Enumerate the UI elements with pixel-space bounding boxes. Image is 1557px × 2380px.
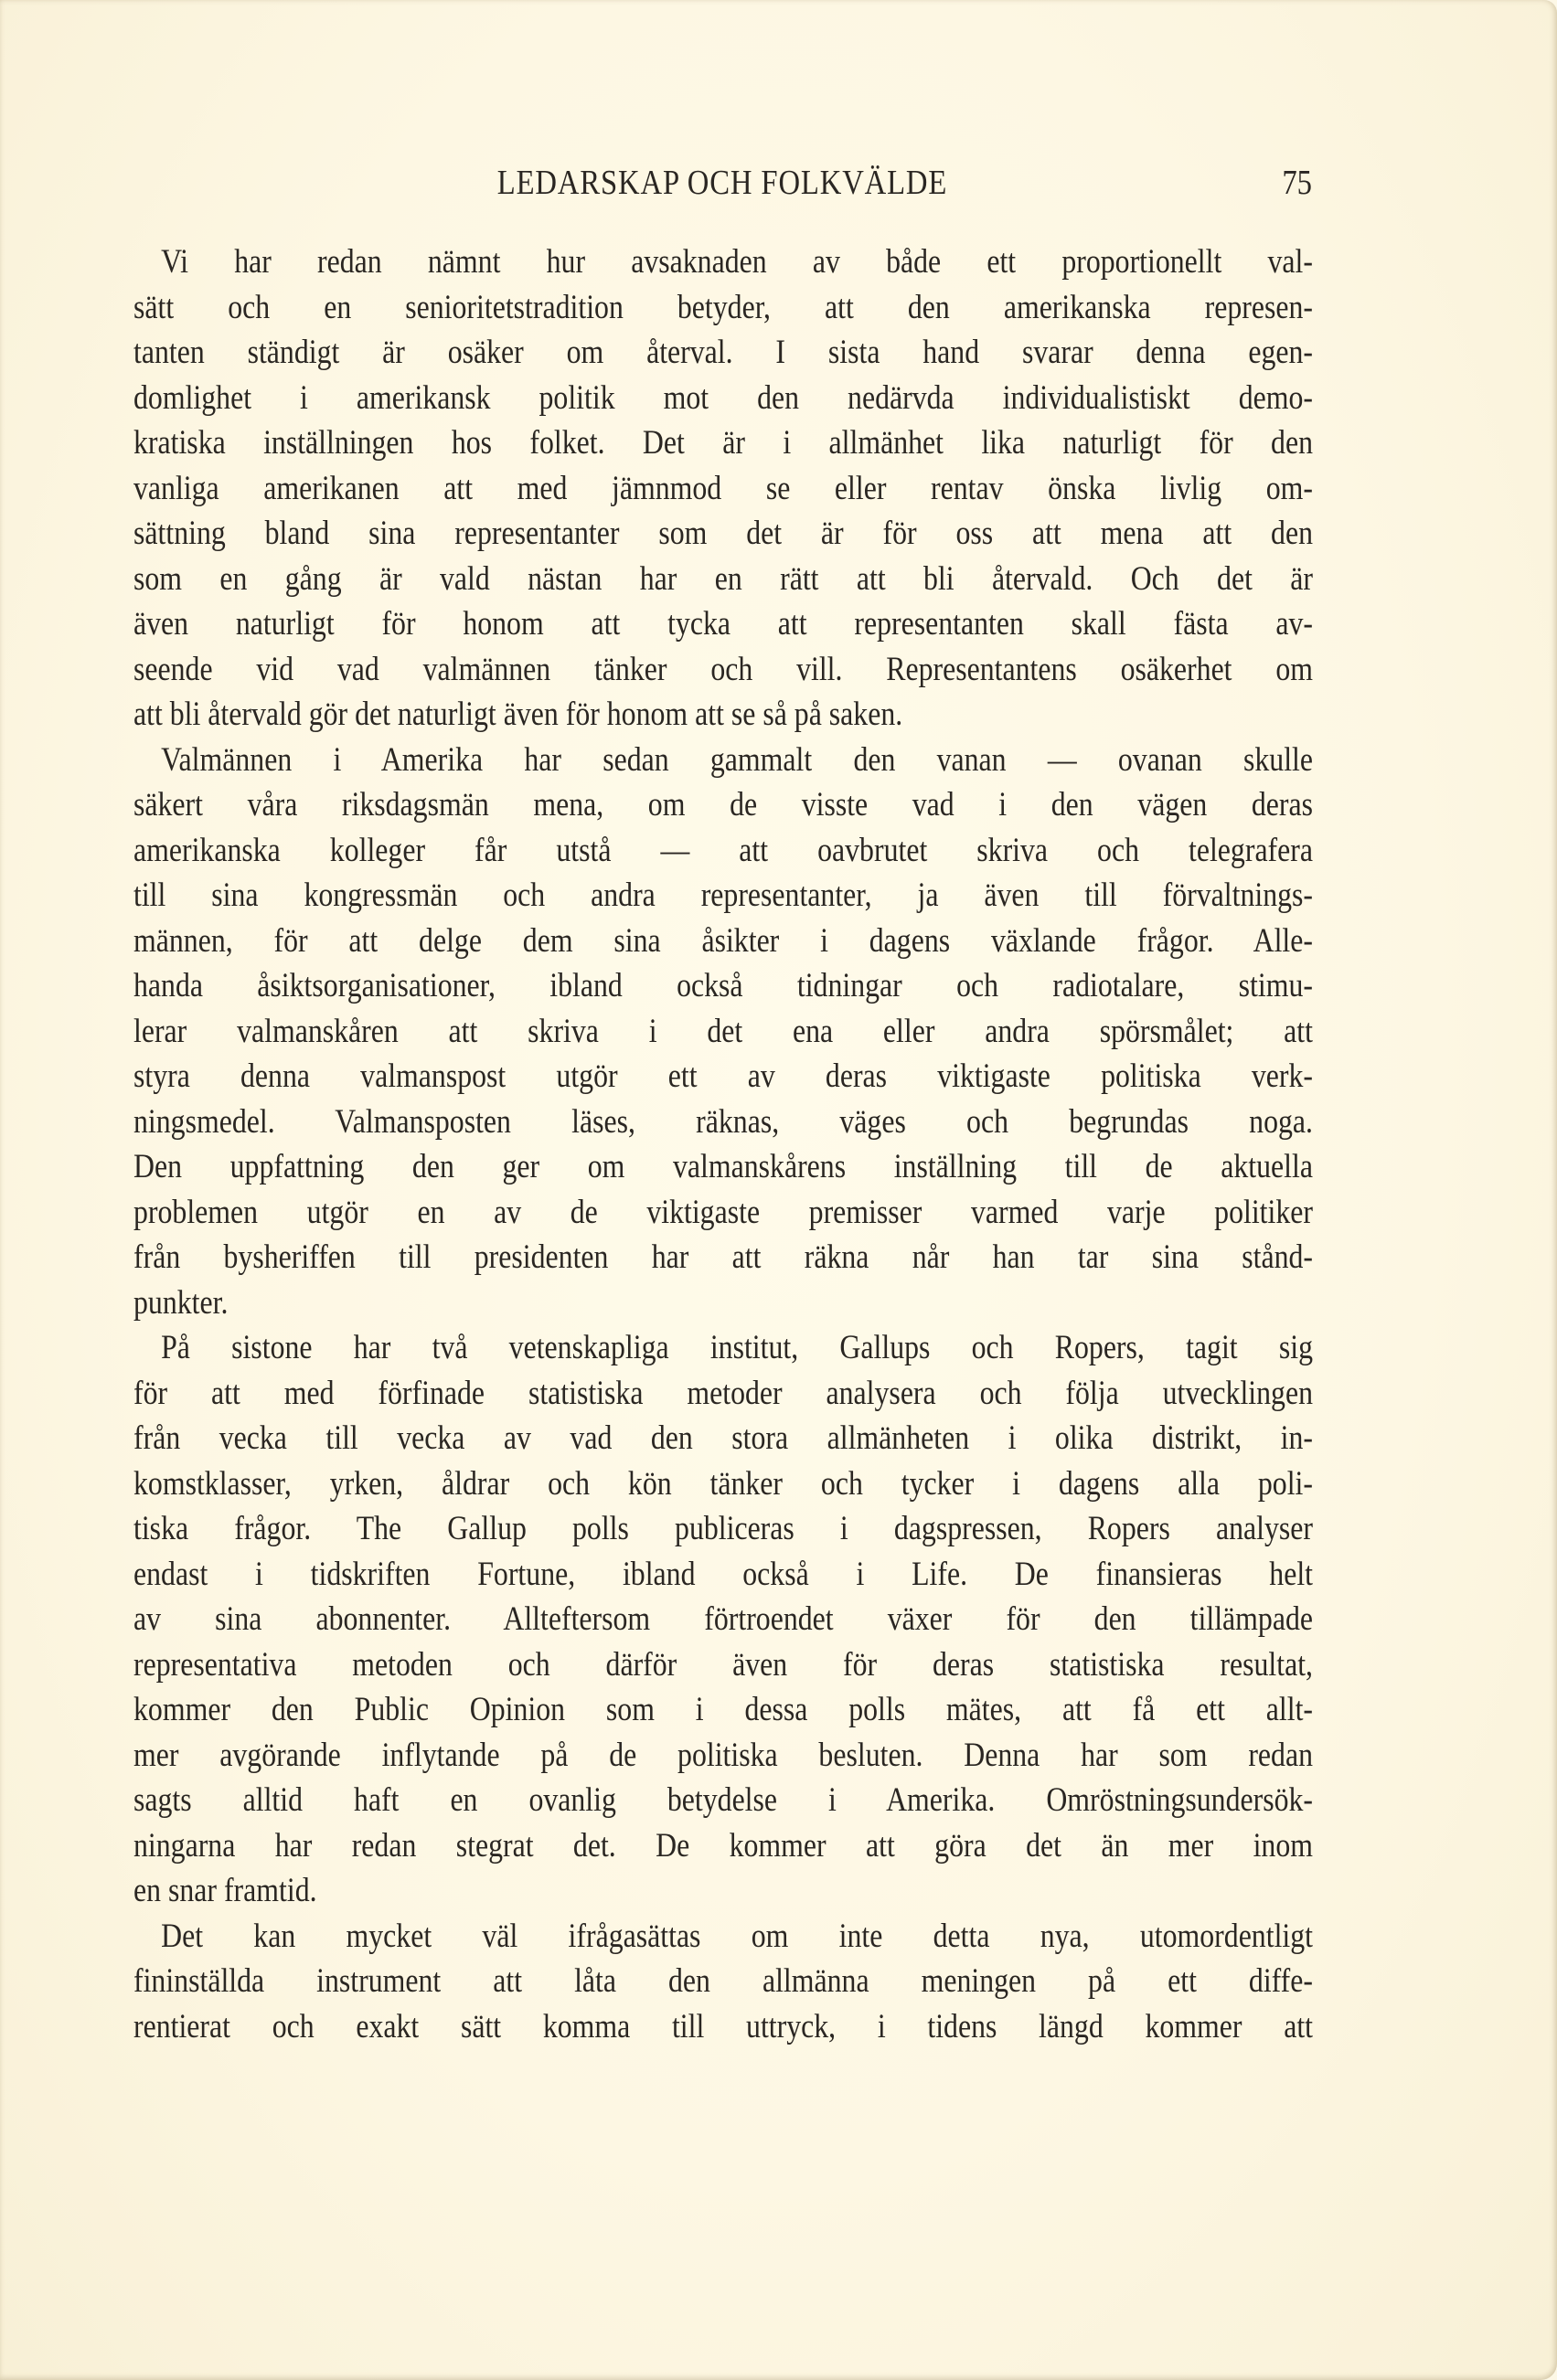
text-line: från bysheriffen till presidenten har att räkna når han tar sina stånd- [133,1238,1313,1276]
text-line: problemen utgör en av de viktigaste premisser varmed varje politiker [133,1193,1313,1231]
text-line: fininställda instrument att låta den allmänna meningen på ett diffe- [133,1962,1313,2000]
text-line: amerikanska kolleger får utstå — att oavbrutet skriva och telegrafera [133,831,1313,869]
page-number: 75 [1282,164,1312,202]
running-title: LEDARSKAP OCH FOLKVÄLDE [496,164,948,202]
text-line: På sistone har två vetenskapliga institut, Gallups och Ropers, tagit sig [161,1329,1314,1366]
text-line: endast i tidskriften Fortune, ibland också i Life. De finansieras helt [133,1555,1313,1593]
text-line: Det kan mycket väl ifrågasättas om inte detta nya, utomordentligt [161,1917,1314,1955]
text-line: Valmännen i Amerika har sedan gammalt den vanan — ovanan skulle [161,740,1314,779]
paragraph-4 [133,1914,1313,2050]
text-line: handa åsiktsorganisationer, ibland också tidningar och radiotalare, stimu- [133,967,1313,1004]
text-line: komstklasser, yrken, åldrar och kön tänker och tycker i dagens alla poli- [133,1464,1313,1503]
text-line: för att med förfinade statistiska metoder analysera och följa utvecklingen [133,1374,1313,1412]
text-line: en snar framtid. [133,1872,317,1909]
text-line: representativa metoden och därför även för deras statistiska resultat, [133,1645,1313,1684]
text-line: tiska frågor. The Gallup polls publiceras i dagspressen, Ropers analyser [133,1510,1313,1547]
running-head [133,163,1312,208]
text-line: mer avgörande inflytande på de politiska besluten. Denna har som redan [133,1736,1313,1774]
text-line: sätt och en senioritetstradition betyder, att den amerikanska represen- [133,288,1313,326]
text-line: domlighet i amerikansk politik mot den nedärvda individualistiskt demo- [133,378,1313,417]
text-line: sättning bland sina representanter som det är för oss att mena att den [133,515,1313,552]
text-line: männen, för att delge dem sina åsikter i dagens växlande frågor. Alle- [133,921,1313,960]
text-line: från vecka till vecka av vad den stora allmänheten i olika distrikt, in- [133,1419,1313,1457]
paragraph-1 [133,239,1313,738]
text-line: Vi har redan nämnt hur avsaknaden av både ett proportionellt val- [161,243,1314,281]
text-line: punkter. [133,1283,229,1322]
text-line: vanliga amerikanen att med jämnmod se eller rentav önska livlig om- [133,469,1313,507]
text-line: kommer den Public Opinion som i dessa polls mätes, att få ett allt- [133,1691,1313,1728]
text-line: kratiska inställningen hos folket. Det är i allmänhet lika naturligt för den [133,424,1313,462]
text-line: som en gång är vald nästan har en rätt att bli återvald. Och det är [133,559,1313,598]
text-line: till sina kongressmän och andra representanter, ja även till förvaltnings- [133,877,1313,914]
text-line: ningsmedel. Valmansposten läses, räknas, väges och begrundas noga. [133,1102,1313,1141]
text-line: säkert våra riksdagsmän mena, om de visste vad i den vägen deras [133,786,1313,823]
paragraph-3 [133,1325,1313,1914]
text-line: även naturligt för honom att tycka att representanten skall fästa av- [133,605,1313,643]
paragraph-2 [133,738,1313,1326]
text-line: tanten ständigt är osäker om återval. I sista hand svarar denna egen- [133,334,1313,371]
text-line: ningarna har redan stegrat det. De kommer att göra det än mer inom [133,1826,1313,1865]
text-line: sagts alltid haft en ovanlig betydelse i Amerika. Omröstningsundersök- [133,1781,1313,1819]
text-line: seende vid vad valmännen tänker och vill. Representantens osäkerhet om [133,650,1313,688]
text-line: rentierat och exakt sätt komma till uttryck, i tidens längd kommer att [133,2007,1313,2045]
text-line: av sina abonnenter. Allteftersom förtroendet växer för den tillämpade [133,1600,1313,1638]
text-line: Den uppfattning den ger om valmanskårens inställning till de aktuella [133,1148,1313,1185]
text-line: styra denna valmanspost utgör ett av deras viktigaste politiska verk- [133,1057,1313,1095]
text-line: lerar valmanskåren att skriva i det ena eller andra spörsmålet; att [133,1012,1313,1050]
text-line: att bli återvald gör det naturligt även för honom att se så på saken. [133,696,903,733]
body-text [133,239,1313,2049]
